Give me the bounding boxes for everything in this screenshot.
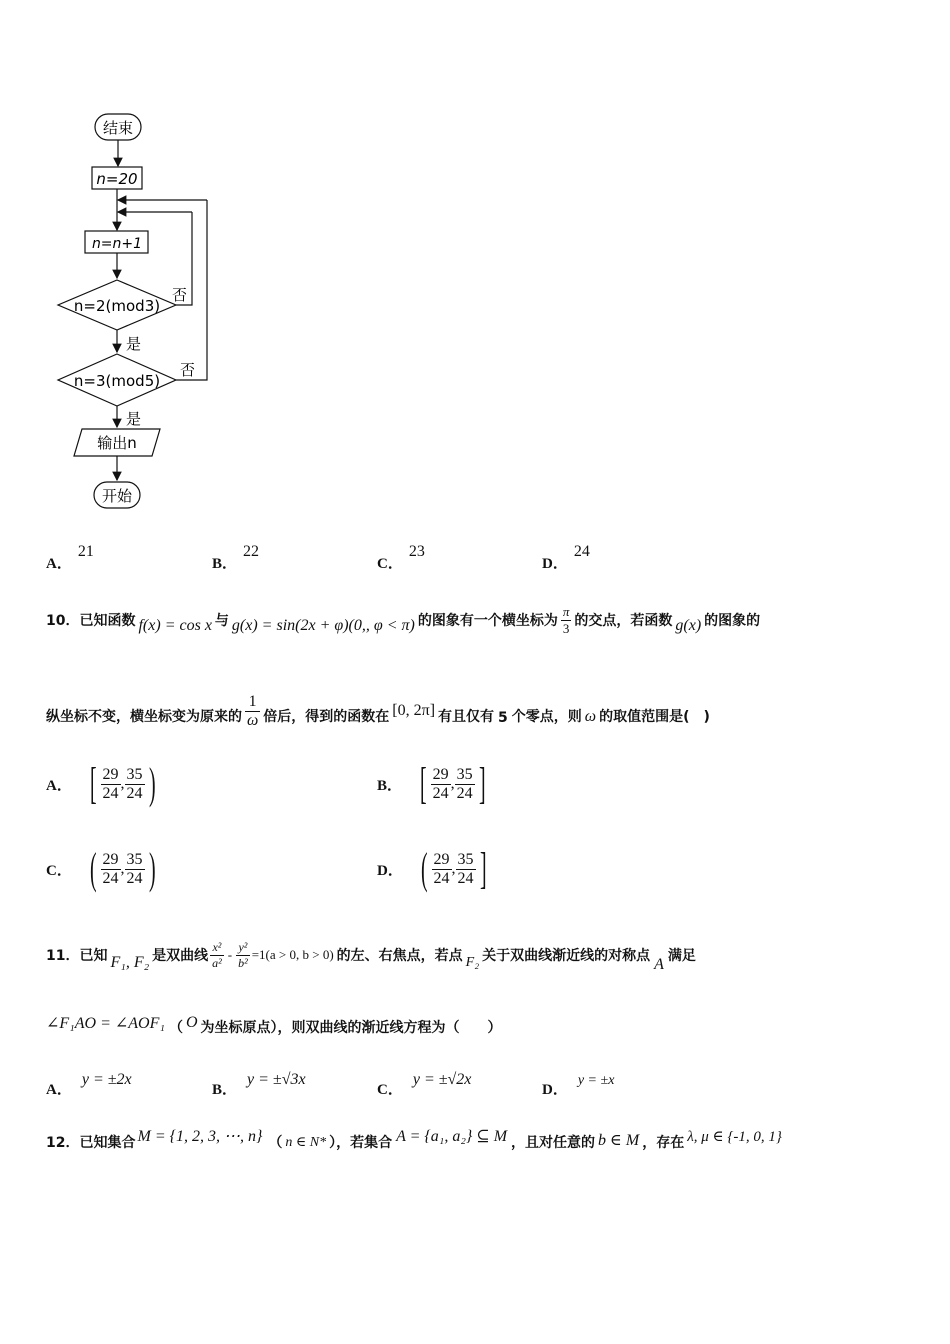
flow-no2-label: 否 (180, 361, 196, 379)
q9-option-c[interactable]: C．23 (377, 543, 425, 572)
q10-pi-over-3: $\frac{\pi}{3}$ (562, 603, 570, 636)
flow-yes2-label: 是 (126, 410, 142, 428)
q10-f-expr: f(x) = cos x (138, 617, 212, 634)
flow-cond1-label: n=2(mod3) (73, 297, 161, 315)
q11-option-c[interactable]: C．y = ±√2x (377, 1071, 472, 1098)
q11-line1: 11． 已知 F₁, F₂ 是双曲线 $\frac{\text{x²}}{\text{a²}}$ - $\frac{\text{y²}}{\text{b²}}$ =1(a > 0, b > 0) 的左、右焦点，若点 F₂ 关于双曲线渐近线的对称点 A 满足 (46, 939, 696, 973)
flow-start-label: 结束 (102, 119, 134, 137)
q10-line1: 10． 已知函数 f(x) = cos x 与 g(x) = sin(2x + φ)(0,, φ < π) 的图象有一个横坐标为 $\frac{\pi}{3}$ 的交点，若函数 g(x) 的图象的 (46, 603, 761, 636)
q11-option-a[interactable]: A．y = ±2x (46, 1071, 132, 1098)
q11-option-b[interactable]: B．y = ±√3x (212, 1071, 306, 1098)
flowchart (40, 100, 240, 520)
q10-g-expr: g(x) = sin(2x + φ)(0,, φ < π) (231, 617, 415, 634)
q10-option-c[interactable]: C． ( $\frac{29}{24}$ , $\frac{35}{24}$ ) (46, 844, 156, 893)
flow-cond2-label: n=3(mod5) (73, 372, 161, 390)
flow-yes1-label: 是 (126, 335, 142, 353)
flow-update-label: n=n+1 (91, 236, 143, 252)
q10-option-b[interactable]: B． [ $\frac{29}{24}$ , $\frac{35}{24}$ ] (377, 759, 486, 808)
flow-no1-label: 否 (172, 286, 188, 304)
q10-interval: [0, 2π] (392, 702, 436, 719)
flow-end-label: 开始 (101, 487, 133, 505)
q11-option-d[interactable]: D．y = ±x (542, 1073, 615, 1098)
q11-line2: ∠F₁AO = ∠AOF₁ （ O 为坐标原点），则双曲线的渐近线方程为（ ） (46, 1014, 502, 1036)
flow-init-label: n=20 (96, 170, 138, 188)
q9-option-d[interactable]: D．24 (542, 543, 590, 572)
q10-line2: 纵坐标不变，横坐标变为原来的 $\frac{1}{\omega}$ 倍后，得到的函数在 [0, 2π] 有且仅有 5 个零点，则 ω 的取值范围是( ) (46, 693, 710, 729)
q10-option-a[interactable]: A． [ $\frac{29}{24}$ , $\frac{35}{24}$ ) (46, 759, 156, 808)
q9-option-a[interactable]: A．21 (46, 543, 94, 572)
q10-one-over-omega: $\frac{1}{\omega}$ (247, 693, 259, 729)
flow-output-label: 输出n (97, 434, 137, 452)
q12-line1: 12． 已知集合 M = {1, 2, 3, ⋯, n} （ n ∈ N* ），若集合 A = {a₁, a₂} ⊆ M ，且对任意的 b ∈ M ，存在 λ, μ ∈ {-1, 0, 1} (46, 1128, 782, 1151)
q9-option-b[interactable]: B．22 (212, 543, 260, 572)
q10-option-d[interactable]: D． ( $\frac{29}{24}$ , $\frac{35}{24}$ ] (377, 844, 487, 893)
